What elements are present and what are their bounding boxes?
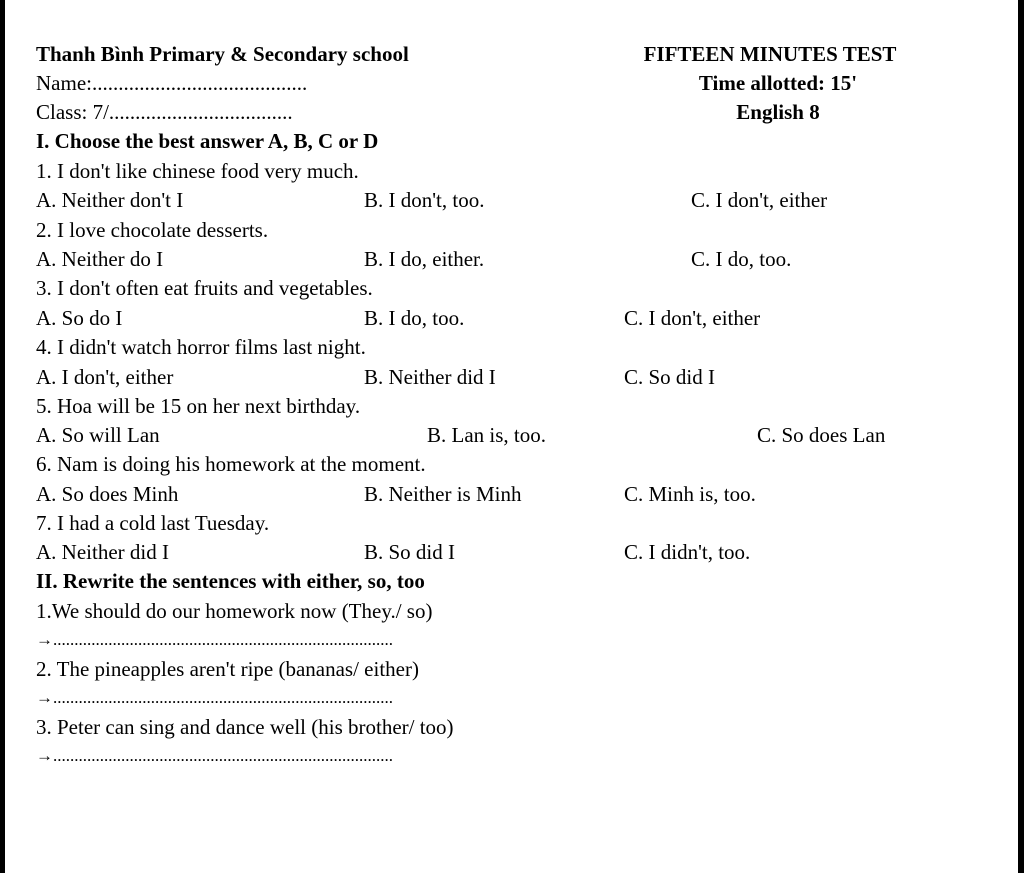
option-c: C. I don't, either — [624, 306, 761, 330]
class-line: Class: 7/................................... — [36, 100, 293, 124]
option-a: A. So will Lan — [36, 423, 160, 447]
option-a: A. I don't, either — [36, 365, 174, 389]
option-c: C. I do, too. — [691, 247, 792, 271]
option-b: B. So did I — [364, 540, 456, 564]
answer-line: →................................................................................ — [36, 630, 393, 649]
test-title: FIFTEEN MINUTES TEST — [643, 42, 897, 66]
part2-heading: II. Rewrite the sentences with either, so, too — [36, 569, 425, 593]
question-text: 6. Nam is doing his homework at the moment. — [36, 452, 426, 476]
subject-label: English 8 — [736, 100, 820, 124]
option-c: C. So did I — [624, 365, 716, 389]
answer-line: →................................................................................ — [36, 746, 393, 765]
question-text: 3. I don't often eat fruits and vegetables. — [36, 276, 373, 300]
time-allotted: Time allotted: 15' — [698, 71, 858, 95]
option-b: B. Neither is Minh — [364, 482, 522, 506]
question-text: 7. I had a cold last Tuesday. — [36, 511, 270, 535]
school-name: Thanh Bình Primary & Secondary school — [36, 42, 409, 66]
part1-heading: I. Choose the best answer A, B, C or D — [36, 129, 379, 153]
question-text: 5. Hoa will be 15 on her next birthday. — [36, 394, 361, 418]
question-text: 4. I didn't watch horror films last night. — [36, 335, 366, 359]
question-text: 1. I don't like chinese food very much. — [36, 159, 359, 183]
option-b: B. Lan is, too. — [427, 423, 546, 447]
option-b: B. Neither did I — [364, 365, 496, 389]
question-text: 2. I love chocolate desserts. — [36, 218, 269, 242]
option-a: A. Neither did I — [36, 540, 169, 564]
option-a: A. Neither don't I — [36, 188, 184, 212]
answer-line: →................................................................................ — [36, 688, 393, 707]
worksheet-page — [5, 0, 1018, 873]
option-a: A. So do I — [36, 306, 123, 330]
option-b: B. I do, either. — [364, 247, 485, 271]
option-c: C. So does Lan — [757, 423, 886, 447]
rewrite-prompt: 2. The pineapples aren't ripe (bananas/ either) — [36, 657, 419, 681]
option-b: B. I don't, too. — [364, 188, 485, 212]
option-c: C. I don't, either — [691, 188, 828, 212]
rewrite-prompt: 3. Peter can sing and dance well (his brother/ too) — [36, 715, 454, 739]
option-c: C. I didn't, too. — [624, 540, 751, 564]
rewrite-prompt: 1.We should do our homework now (They./ so) — [36, 599, 433, 623]
option-a: A. So does Minh — [36, 482, 179, 506]
option-c: C. Minh is, too. — [624, 482, 756, 506]
option-b: B. I do, too. — [364, 306, 465, 330]
option-a: A. Neither do I — [36, 247, 164, 271]
name-line: Name:......................................... — [36, 71, 308, 95]
